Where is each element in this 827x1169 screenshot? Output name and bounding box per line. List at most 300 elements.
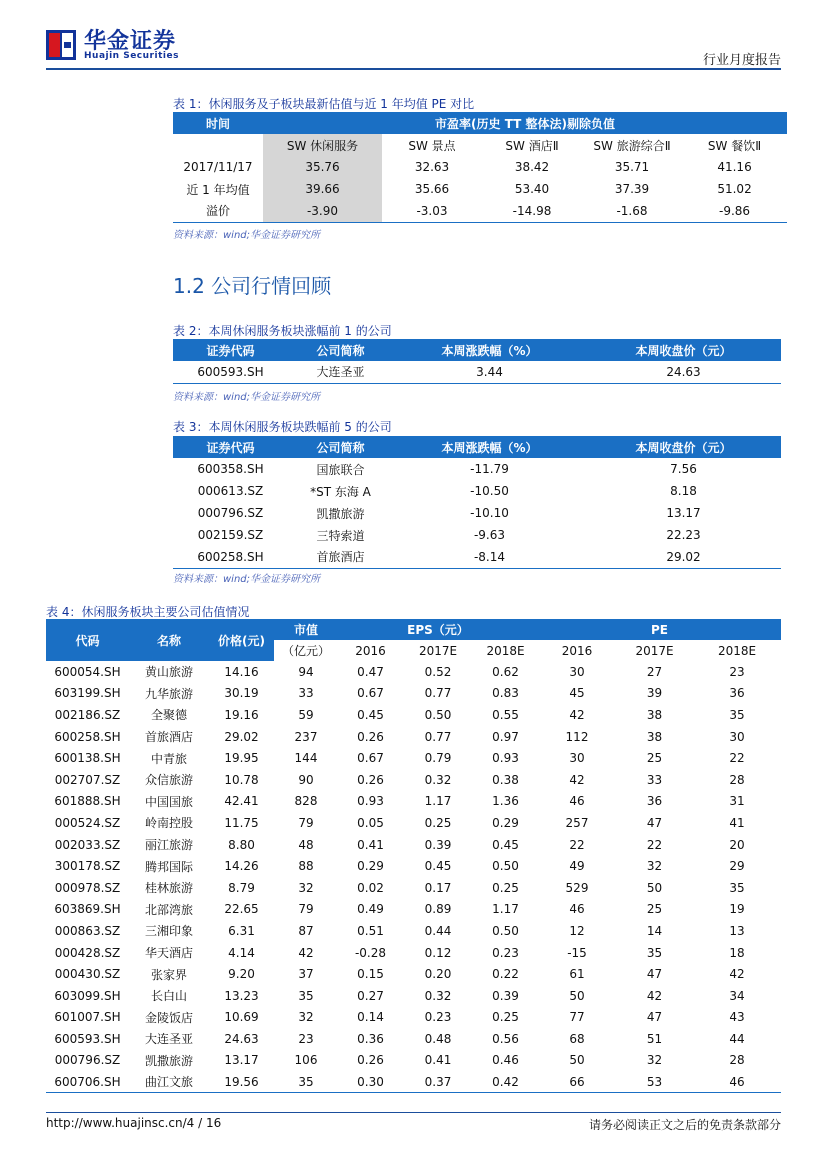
table-row xyxy=(173,524,781,546)
table-cell: 0.39 xyxy=(492,988,519,1003)
table-cell: -3.90 xyxy=(263,200,382,222)
table-cell: 丽江旅游 xyxy=(144,838,193,853)
table1-col-header: SW 旅游综合Ⅱ xyxy=(593,138,671,153)
table-cell: 0.27 xyxy=(357,988,384,1003)
table-cell: 0.51 xyxy=(357,923,384,938)
table-cell: 首旅酒店 xyxy=(316,550,365,565)
table-cell: 三湘印象 xyxy=(144,924,193,939)
table-row xyxy=(173,480,781,502)
table-cell: 0.97 xyxy=(492,729,519,744)
table-cell: 34 xyxy=(729,988,745,1003)
table4-year-header: 2017E xyxy=(616,640,693,661)
table-cell: 000613.SZ xyxy=(197,484,264,498)
table-cell: 79 xyxy=(298,902,314,917)
table3-header: 本周收盘价（元） xyxy=(586,436,781,458)
table-row xyxy=(46,1050,781,1072)
table-cell: 29 xyxy=(729,859,745,874)
table-cell: 首旅酒店 xyxy=(144,730,193,745)
table2 xyxy=(173,339,781,384)
table-row xyxy=(46,1028,781,1050)
table-cell: 257 xyxy=(565,815,589,830)
table4-year-header: 2018E xyxy=(693,640,781,661)
table-cell: 0.45 xyxy=(424,859,452,874)
table-cell: 002159.SZ xyxy=(197,528,264,542)
table-cell: 0.50 xyxy=(492,923,519,938)
table-cell: 42 xyxy=(569,772,585,787)
table-cell: 0.25 xyxy=(492,1010,519,1025)
footer-url[interactable]: http://www.huajinsc.cn/4 / 16 xyxy=(46,1116,222,1130)
table-cell: 35.76 xyxy=(263,156,382,178)
table-cell: 大连圣亚 xyxy=(144,1032,193,1047)
table2-header: 本周涨跌幅（%） xyxy=(393,339,586,361)
table-cell: 0.48 xyxy=(424,1031,452,1046)
table-cell: 0.22 xyxy=(492,967,519,982)
table-cell: 九华旅游 xyxy=(144,686,193,701)
table2-source: 资料来源：wind;华金证券研究所 xyxy=(173,392,321,403)
table-cell: 长白山 xyxy=(150,989,187,1004)
table-row xyxy=(46,791,781,813)
footer-divider xyxy=(46,1112,781,1113)
table-cell: 000430.SZ xyxy=(54,967,121,982)
table1-header-group: 市盈率(历史 TT 整体法)剔除负值 xyxy=(263,112,787,134)
table-row xyxy=(46,683,781,705)
table-cell: 94 xyxy=(298,664,314,679)
table-cell: 002707.SZ xyxy=(54,772,121,787)
table-cell: 0.47 xyxy=(357,664,384,679)
logo-english: Huajin Securities xyxy=(84,51,179,61)
table-cell: 12 xyxy=(569,923,585,938)
table-cell: 30.19 xyxy=(224,686,259,701)
table-cell: 0.93 xyxy=(357,794,384,809)
table-cell: 53 xyxy=(646,1074,663,1089)
table-row xyxy=(173,361,781,383)
table-cell: 601888.SH xyxy=(54,794,121,809)
table-row xyxy=(173,200,787,222)
table1-column-row xyxy=(173,134,787,156)
table-cell: -10.10 xyxy=(470,506,509,520)
table-cell: 1.17 xyxy=(424,794,452,809)
table-cell: 51.02 xyxy=(717,182,752,196)
table-cell: 0.02 xyxy=(357,880,384,895)
table-cell: 601007.SH xyxy=(54,1010,121,1025)
table-cell: 19.56 xyxy=(224,1074,259,1089)
table2-header: 本周收盘价（元） xyxy=(586,339,781,361)
table-cell: 53.40 xyxy=(514,182,550,196)
table-cell: 22.23 xyxy=(666,528,701,542)
table-cell: 77 xyxy=(569,1010,585,1025)
table-cell: 32 xyxy=(298,1010,314,1025)
table-cell: 66 xyxy=(569,1074,585,1089)
table-cell: 44 xyxy=(729,1031,745,1046)
table-cell: 0.39 xyxy=(424,837,452,852)
table-row xyxy=(46,877,781,899)
table-cell: 106 xyxy=(294,1053,318,1068)
table-cell: 13.17 xyxy=(666,506,701,520)
table-cell: 35.66 xyxy=(414,182,450,196)
table-cell: 0.32 xyxy=(424,772,452,787)
table-cell: 35 xyxy=(298,1074,314,1089)
table-row xyxy=(46,963,781,985)
table-cell: 31 xyxy=(729,794,745,809)
table4-caption: 表 4：休闲服务板块主要公司估值情况 xyxy=(46,605,250,619)
table-cell: 众信旅游 xyxy=(144,773,193,788)
table4-header-price: 价格(元) xyxy=(209,619,274,661)
table3-header: 本周涨跌幅（%） xyxy=(393,436,586,458)
table-cell: 凯撒旅游 xyxy=(144,1053,193,1068)
table-row xyxy=(46,661,781,683)
table-cell: -10.50 xyxy=(470,484,509,498)
table1-row-label: 2017/11/17 xyxy=(183,160,253,174)
table4-header-mcap-unit: （亿元） xyxy=(274,640,338,661)
table-row xyxy=(46,726,781,748)
table-cell: 38 xyxy=(646,729,663,744)
table-cell: 0.50 xyxy=(424,707,452,722)
table-cell: 50 xyxy=(569,988,585,1003)
table-cell: 35 xyxy=(298,988,314,1003)
table-cell: 88 xyxy=(298,859,314,874)
table-cell: 腾邦国际 xyxy=(144,859,193,874)
table-cell: 42 xyxy=(569,707,585,722)
table-cell: 43 xyxy=(729,1010,745,1025)
table-cell: 28 xyxy=(729,1053,745,1068)
table-cell: 19.95 xyxy=(224,751,259,766)
table-cell: 41.16 xyxy=(717,160,752,174)
table-cell: 岭南控股 xyxy=(144,816,193,831)
table-row xyxy=(46,812,781,834)
table-cell: 0.30 xyxy=(357,1074,384,1089)
table-cell: 600054.SH xyxy=(54,664,121,679)
table4-header-eps: EPS（元） xyxy=(338,619,538,640)
table-cell: 24.63 xyxy=(666,364,701,379)
table-cell: 300178.SZ xyxy=(54,859,121,874)
table-cell: 000978.SZ xyxy=(54,880,121,895)
table4-header-pe: PE xyxy=(538,619,781,640)
table-cell: 0.67 xyxy=(357,751,384,766)
table-row xyxy=(173,546,781,568)
table-cell: -8.14 xyxy=(473,549,506,564)
table-cell: *ST 东海 A xyxy=(310,484,371,499)
table-row xyxy=(46,1071,781,1093)
table-cell: 19.16 xyxy=(224,707,259,722)
table-cell: 0.17 xyxy=(424,880,452,895)
table-cell: 46 xyxy=(569,794,585,809)
table-cell: 0.15 xyxy=(357,967,384,982)
table-cell: 603869.SH xyxy=(54,902,121,917)
table4-year-header: 2017E xyxy=(403,640,473,661)
table-cell: 0.29 xyxy=(492,815,519,830)
table-cell: 600593.SH xyxy=(54,1031,121,1046)
table-cell: -14.98 xyxy=(512,203,552,218)
table-row xyxy=(46,985,781,1007)
table-row xyxy=(46,834,781,856)
table-cell: 0.37 xyxy=(424,1074,452,1089)
table-cell: 000524.SZ xyxy=(54,815,121,830)
table-cell: 90 xyxy=(298,772,314,787)
table-cell: 14.16 xyxy=(224,664,259,679)
table-cell: 828 xyxy=(294,794,318,809)
table-cell: 0.93 xyxy=(492,751,519,766)
table-cell: 38 xyxy=(646,707,663,722)
table-cell: 0.89 xyxy=(424,902,452,917)
table-cell: 35.71 xyxy=(614,160,650,174)
table-cell: 7.56 xyxy=(670,462,697,476)
table-cell: 0.77 xyxy=(424,729,452,744)
table-cell: 47 xyxy=(646,1010,663,1025)
table-cell: 30 xyxy=(729,729,745,744)
table-cell: 87 xyxy=(298,923,314,938)
table-cell: 42 xyxy=(646,988,663,1003)
table-cell: 42 xyxy=(729,967,745,982)
table-cell: 35 xyxy=(729,707,745,722)
table-cell: 0.55 xyxy=(492,707,519,722)
header-divider xyxy=(46,68,781,70)
table-cell: 14.26 xyxy=(224,859,259,874)
table1-col-header: SW 景点 xyxy=(408,138,456,153)
table-cell: 39 xyxy=(646,686,663,701)
table-cell: 002033.SZ xyxy=(54,837,121,852)
table-cell: 0.52 xyxy=(424,664,452,679)
table1-col-header: SW 休闲服务 xyxy=(263,134,382,156)
table-cell: 华天酒店 xyxy=(144,946,193,961)
table-cell: 0.14 xyxy=(357,1010,384,1025)
table-cell: 50 xyxy=(569,1053,585,1068)
table-cell: -1.68 xyxy=(616,203,648,218)
table-row xyxy=(46,747,781,769)
table-cell: 22.65 xyxy=(224,902,259,917)
table-cell: 10.78 xyxy=(224,772,259,787)
table3-header: 公司简称 xyxy=(288,436,393,458)
table-cell: 0.23 xyxy=(492,945,519,960)
table-cell: 桂林旅游 xyxy=(144,881,193,896)
table-cell: 47 xyxy=(646,815,663,830)
table-cell: 金陵饭店 xyxy=(144,1010,193,1025)
table-row xyxy=(46,704,781,726)
table4-year-header: 2016 xyxy=(338,640,403,661)
table4-year-header: 2018E xyxy=(473,640,538,661)
table-cell: 29.02 xyxy=(666,549,701,564)
table-cell: 47 xyxy=(646,967,663,982)
table-cell: 42.41 xyxy=(224,794,259,809)
table-cell: 0.44 xyxy=(424,923,452,938)
table4-header-name: 名称 xyxy=(129,619,209,661)
table-cell: 10.69 xyxy=(224,1010,259,1025)
table1 xyxy=(173,112,787,223)
table3-header: 证券代码 xyxy=(173,436,288,458)
table-cell: 0.41 xyxy=(424,1053,452,1068)
table-cell: 0.79 xyxy=(424,751,452,766)
table-cell: 39.66 xyxy=(263,178,382,200)
table-cell: 22 xyxy=(729,751,745,766)
table-cell: 13 xyxy=(729,923,745,938)
table-cell: 0.67 xyxy=(357,686,384,701)
table-cell: 603099.SH xyxy=(54,988,121,1003)
table-cell: 61 xyxy=(569,967,585,982)
table4 xyxy=(46,619,781,1093)
table-cell: 600258.SH xyxy=(54,729,121,744)
table-cell: 30 xyxy=(569,751,585,766)
table1-col-header: SW 餐饮Ⅱ xyxy=(707,138,762,153)
table2-header: 证券代码 xyxy=(173,339,288,361)
table1-caption: 表 1：休闲服务及子板块最新估值与近 1 年均值 PE 对比 xyxy=(173,97,475,111)
table-cell: 600706.SH xyxy=(54,1074,121,1089)
table-cell: 0.32 xyxy=(424,988,452,1003)
table-cell: 18 xyxy=(729,945,745,960)
table-row xyxy=(46,899,781,921)
table-cell: 32 xyxy=(298,880,314,895)
table-cell: 38.42 xyxy=(514,160,550,174)
table-row xyxy=(46,855,781,877)
table-cell: 79 xyxy=(298,815,314,830)
table-cell: 30 xyxy=(569,664,585,679)
table-cell: 0.25 xyxy=(492,880,519,895)
table1-row-label: 溢价 xyxy=(205,204,230,219)
table-cell: 600138.SH xyxy=(54,751,121,766)
table-cell: 0.20 xyxy=(424,967,452,982)
table-cell: 25 xyxy=(646,751,663,766)
table-cell: 35 xyxy=(646,945,663,960)
table-cell: 大连圣亚 xyxy=(316,365,365,380)
table-cell: 黄山旅游 xyxy=(144,665,193,680)
table-cell: 29.02 xyxy=(224,729,259,744)
table-cell: 8.18 xyxy=(670,484,697,498)
table3-caption: 表 3：本周休闲服务板块跌幅前 5 的公司 xyxy=(173,420,392,434)
table3 xyxy=(173,436,781,569)
table-cell: 603199.SH xyxy=(54,686,121,701)
table-cell: 600593.SH xyxy=(197,364,264,379)
table-cell: 000796.SZ xyxy=(197,506,264,520)
table-cell: 27 xyxy=(646,664,663,679)
table-cell: 37.39 xyxy=(614,182,650,196)
table-cell: 8.79 xyxy=(228,880,255,895)
table-cell: 0.46 xyxy=(492,1053,519,1068)
table-cell: 42 xyxy=(298,945,314,960)
table-cell: 19 xyxy=(729,902,745,917)
table-cell: 000428.SZ xyxy=(54,945,121,960)
table-cell: 49 xyxy=(569,859,585,874)
table-cell: 46 xyxy=(569,902,585,917)
table3-source: 资料来源：wind;华金证券研究所 xyxy=(173,574,321,585)
table-cell: 68 xyxy=(569,1031,585,1046)
table-cell: 0.12 xyxy=(424,945,452,960)
table-cell: 600258.SH xyxy=(197,549,264,564)
table-cell: 0.56 xyxy=(492,1031,519,1046)
table1-header-time: 时间 xyxy=(173,112,263,134)
table-cell: 23 xyxy=(298,1031,314,1046)
huajin-logo-icon xyxy=(46,30,76,60)
table-cell: 002186.SZ xyxy=(54,707,121,722)
table-cell: 32.63 xyxy=(414,160,450,174)
table-cell: 0.49 xyxy=(357,902,384,917)
table-row xyxy=(173,178,787,200)
table-cell: 37 xyxy=(298,967,314,982)
table2-caption: 表 2：本周休闲服务板块涨幅前 1 的公司 xyxy=(173,324,392,338)
page-header xyxy=(0,0,827,70)
table-cell: 9.20 xyxy=(228,967,255,982)
table-cell: 0.42 xyxy=(492,1074,519,1089)
table-cell: 0.36 xyxy=(357,1031,384,1046)
table-cell: 000863.SZ xyxy=(54,923,121,938)
table-cell: 46 xyxy=(729,1074,745,1089)
table-cell: 48 xyxy=(298,837,314,852)
table-cell: 14 xyxy=(646,923,663,938)
table1-source: 资料来源：wind;华金证券研究所 xyxy=(173,230,321,241)
table-cell: 中青旅 xyxy=(150,751,187,766)
table-cell: 22 xyxy=(569,837,585,852)
table-cell: 529 xyxy=(565,880,589,895)
table-cell: 23 xyxy=(729,664,745,679)
table-cell: 1.36 xyxy=(492,794,519,809)
table-row xyxy=(46,920,781,942)
table-cell: 0.45 xyxy=(357,707,384,722)
table-cell: 4.14 xyxy=(228,945,255,960)
table-cell: 3.44 xyxy=(476,364,503,379)
table-cell: 35 xyxy=(729,880,745,895)
table-cell: 0.29 xyxy=(357,859,384,874)
table-cell: 59 xyxy=(298,707,314,722)
table-cell: 32 xyxy=(646,859,663,874)
table-cell: 237 xyxy=(294,729,318,744)
table-cell: 112 xyxy=(565,729,589,744)
table-row xyxy=(46,1007,781,1029)
table-row xyxy=(46,942,781,964)
table-cell: -11.79 xyxy=(470,462,509,476)
table-row xyxy=(173,156,787,178)
table-cell: 11.75 xyxy=(224,815,259,830)
table-cell: -15 xyxy=(567,945,587,960)
table-cell: 0.83 xyxy=(492,686,519,701)
table2-header: 公司简称 xyxy=(288,339,393,361)
logo-chinese: 华金证券 xyxy=(84,29,177,54)
footer-disclaimer: 请务必阅读正文之后的免责条款部分 xyxy=(588,1118,781,1132)
table-cell: 0.25 xyxy=(424,815,452,830)
table-cell: 33 xyxy=(298,686,314,701)
table-cell: 0.23 xyxy=(424,1010,452,1025)
table1-row-label: 近 1 年均值 xyxy=(186,182,250,197)
table-cell: 张家界 xyxy=(150,967,187,982)
table4-year-header: 2016 xyxy=(538,640,616,661)
table-cell: 36 xyxy=(646,794,663,809)
table-cell: 凯撒旅游 xyxy=(316,506,365,521)
table-cell: 0.26 xyxy=(357,772,384,787)
table1-col-header: SW 酒店Ⅱ xyxy=(505,138,559,153)
section-title: 1.2 公司行情回顾 xyxy=(173,274,332,298)
table-cell: 36 xyxy=(729,686,745,701)
table-cell: 000796.SZ xyxy=(54,1053,121,1068)
table-cell: 6.31 xyxy=(228,923,255,938)
table-cell: 1.17 xyxy=(492,902,519,917)
table-cell: 0.26 xyxy=(357,729,384,744)
table-cell: 8.80 xyxy=(228,837,255,852)
table-cell: 0.50 xyxy=(492,859,519,874)
table-cell: -3.03 xyxy=(416,203,448,218)
table-cell: 28 xyxy=(729,772,745,787)
table-cell: 0.26 xyxy=(357,1053,384,1068)
table-cell: 0.77 xyxy=(424,686,452,701)
table-cell: 中国国旅 xyxy=(144,794,193,809)
table-cell: 32 xyxy=(646,1053,663,1068)
table-cell: 50 xyxy=(646,880,663,895)
table-cell: 国旅联合 xyxy=(316,462,365,477)
table-cell: -0.28 xyxy=(354,945,387,960)
table-cell: 20 xyxy=(729,837,745,852)
table-cell: 22 xyxy=(646,837,663,852)
table-cell: 33 xyxy=(646,772,663,787)
table-cell: 0.05 xyxy=(357,815,384,830)
table-cell: 0.41 xyxy=(357,837,384,852)
table-row xyxy=(173,458,781,480)
table-cell: 0.38 xyxy=(492,772,519,787)
table-cell: 600358.SH xyxy=(197,462,264,476)
